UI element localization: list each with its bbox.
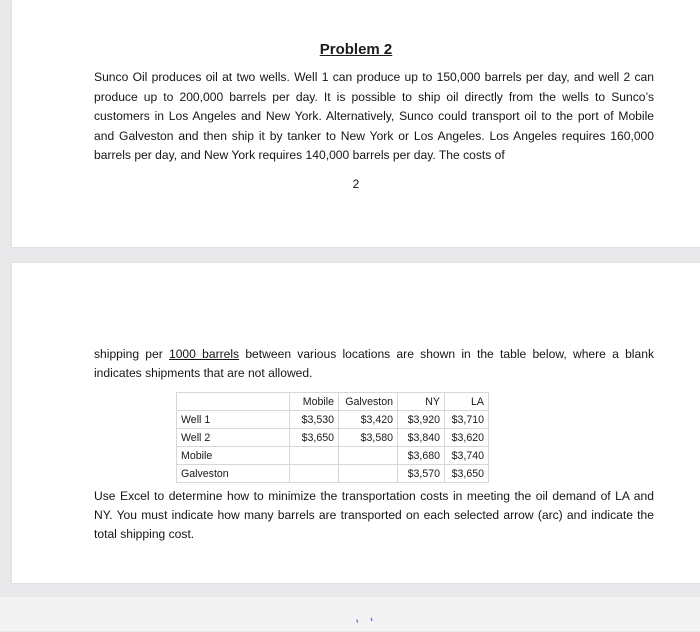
cost-cell: $3,420 — [339, 411, 398, 429]
table-row — [177, 447, 489, 465]
loading-indicator-icon: ’ ‘ — [354, 613, 379, 632]
cost-cell: $3,840 — [398, 429, 445, 447]
cost-cell: $3,740 — [445, 447, 489, 465]
header-blank — [177, 393, 290, 411]
header-la: LA — [445, 393, 489, 411]
cost-cell: $3,650 — [445, 465, 489, 483]
cost-cell: $3,680 — [398, 447, 445, 465]
row-label: Well 2 — [177, 429, 290, 447]
table-row — [177, 465, 489, 483]
cost-cell: $3,530 — [290, 411, 339, 429]
shipping-cost-table — [176, 392, 489, 483]
document-page-2 — [12, 263, 700, 583]
cost-cell — [339, 465, 398, 483]
cost-cell: $3,710 — [445, 411, 489, 429]
cost-cell: $3,580 — [339, 429, 398, 447]
cost-cell: $3,650 — [290, 429, 339, 447]
row-label: Galveston — [177, 465, 290, 483]
cost-cell: $3,570 — [398, 465, 445, 483]
underlined-1000-barrels: 1000 barrels — [168, 347, 240, 361]
problem-title: Problem 2 — [319, 41, 393, 58]
row-label: Well 1 — [177, 411, 290, 429]
header-galveston: Galveston — [339, 393, 398, 411]
table-row — [177, 411, 489, 429]
table-header-row — [177, 393, 489, 411]
cost-cell — [290, 447, 339, 465]
document-page-1 — [12, 0, 700, 247]
cost-cell: $3,920 — [398, 411, 445, 429]
shipping-intro-paragraph: shipping per 1000 barrels between various locations are shown in the table below, where a blank indicates shipments that are not allowed. — [94, 347, 654, 380]
page-number: 2 — [352, 177, 360, 191]
cost-cell — [290, 465, 339, 483]
table-row — [177, 429, 489, 447]
row-label: Mobile — [177, 447, 290, 465]
cost-cell — [339, 447, 398, 465]
cost-cell: $3,620 — [445, 429, 489, 447]
instructions-paragraph: Use Excel to determine how to minimize the transportation costs in meeting the oil demand of LA and NY. You must indicate how many barrels are transported on each selected arrow (arc) and indicate the total shipping cost. — [94, 489, 654, 541]
problem-paragraph: Sunco Oil produces oil at two wells. Well 1 can produce up to 150,000 barrels per day, and well 2 can produce up to 200,000 barrels per day. It is possible to ship oil directly from the wells to Sunco’s customers in Los Angeles and New York. Alternatively, Sunco could transport oil to the port of Mobile and Galveston and then ship it by tanker to New York or Los Angeles. Los Angeles requires 160,000 barrels per day, and New York requires 140,000 barrels per day. The costs of — [94, 70, 654, 162]
header-ny: NY — [398, 393, 445, 411]
header-mobile: Mobile — [290, 393, 339, 411]
bottom-toolbar-area — [0, 597, 700, 631]
